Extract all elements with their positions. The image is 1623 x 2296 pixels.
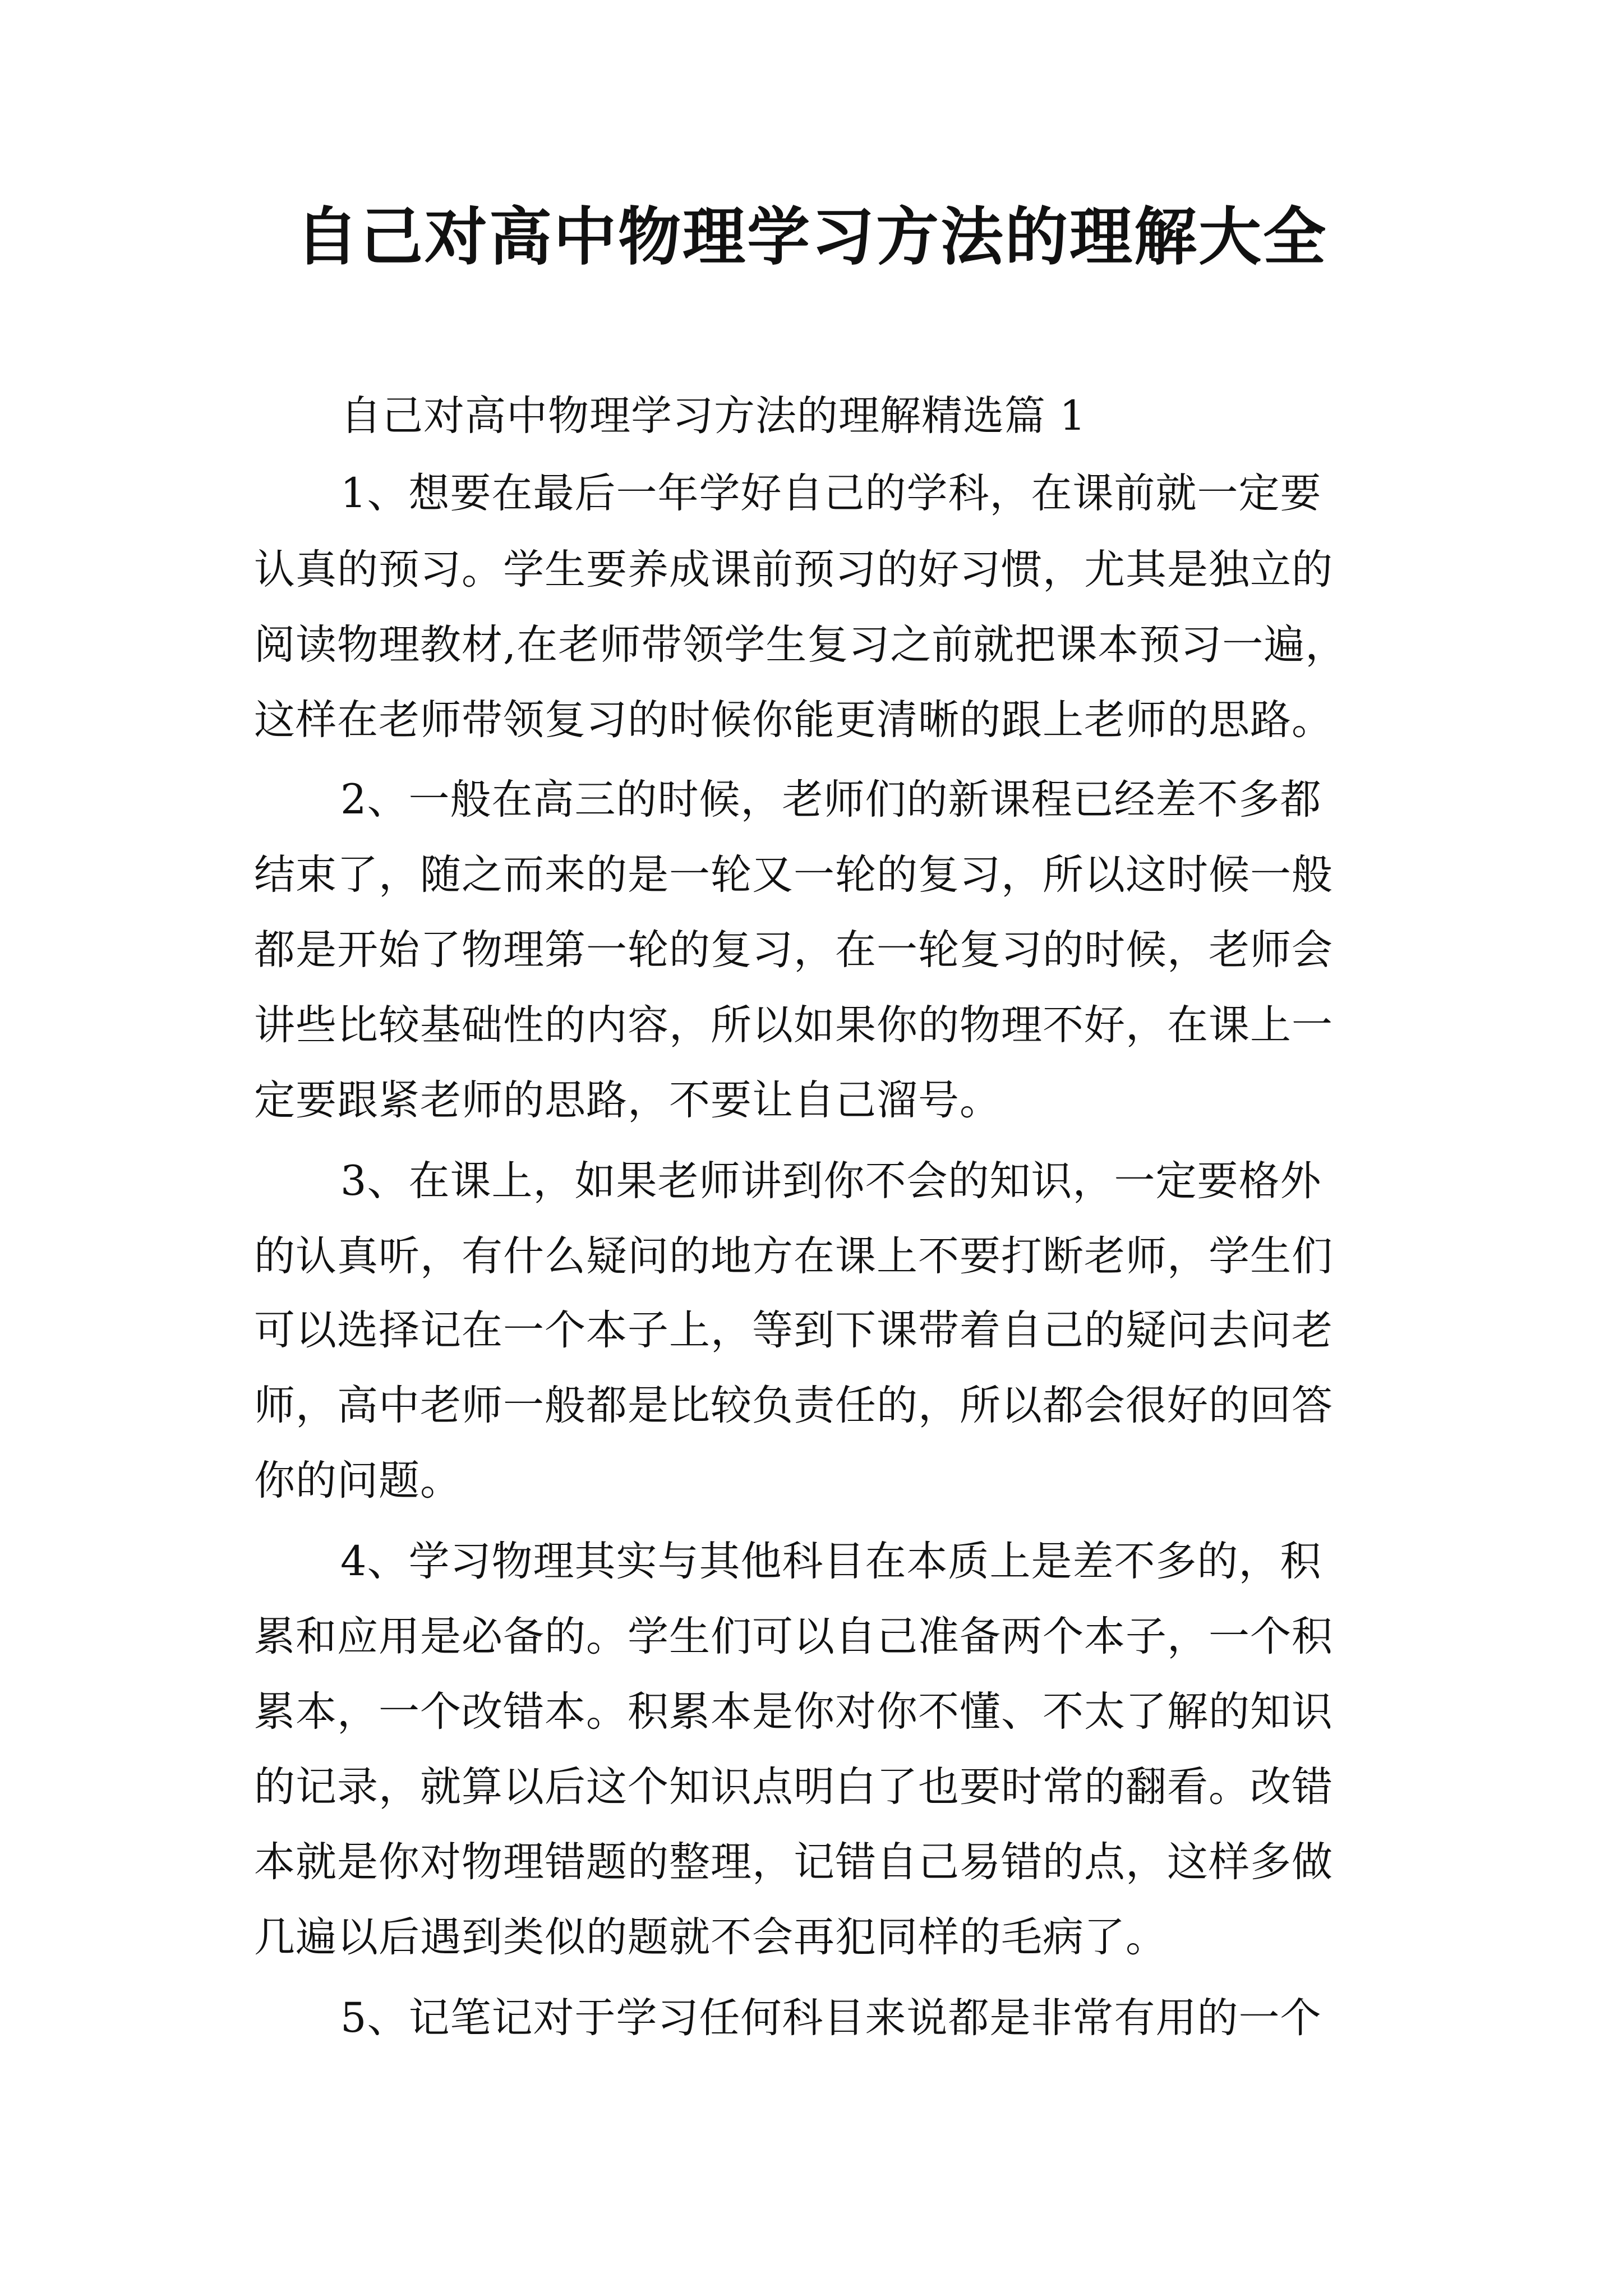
paragraph-2-line: 讲些比较基础性的内容，所以如果你的物理不好，在课上一	[254, 1001, 1333, 1049]
paragraph-3-line: 3、在课上，如果老师讲到你不会的知识，一定要格外	[340, 1157, 1322, 1205]
paragraph-2-line: 定要跟紧老师的思路，不要让自己溜号。	[254, 1076, 1001, 1124]
paragraph-2-line: 2、一般在高三的时候，老师们的新课程已经差不多都	[340, 776, 1322, 823]
paragraph-3-line: 的认真听，有什么疑问的地方在课上不要打断老师，学生们	[254, 1232, 1333, 1280]
paragraph-1-line: 认真的预习。学生要养成课前预习的好习惯，尤其是独立的	[254, 546, 1333, 593]
paragraph-2-line: 都是开始了物理第一轮的复习，在一轮复习的时候，老师会	[254, 926, 1333, 974]
document-title: 自己对高中物理学习方法的理解大全	[296, 200, 1327, 274]
paragraph-4-line: 4、学习物理其实与其他科目在本质上是差不多的，积	[340, 1538, 1322, 1585]
paragraph-5-line: 5、记笔记对于学习任何科目来说都是非常有用的一个	[340, 1994, 1322, 2042]
paragraph-1-line: 1、想要在最后一年学好自己的学科，在课前就一定要	[340, 470, 1322, 517]
section-heading-1: 自己对高中物理学习方法的理解精选篇 1	[340, 392, 1086, 440]
paragraph-4-line: 几遍以后遇到类似的题就不会再犯同样的毛病了。	[254, 1913, 1167, 1961]
paragraph-4-line: 累和应用是必备的。学生们可以自己准备两个本子，一个积	[254, 1613, 1333, 1660]
paragraph-1-line: 这样在老师带领复习的时候你能更清晰的跟上老师的思路。	[254, 696, 1333, 744]
paragraph-1-line: 阅读物理教材,在老师带领学生复习之前就把课本预习一遍，	[254, 621, 1347, 669]
paragraph-4-line: 本就是你对物理错题的整理，记错自己易错的点，这样多做	[254, 1838, 1333, 1886]
paragraph-3-line: 师，高中老师一般都是比较负责任的，所以都会很好的回答	[254, 1382, 1333, 1429]
paragraph-3-line: 你的问题。	[254, 1457, 462, 1504]
paragraph-2-line: 结束了，随之而来的是一轮又一轮的复习，所以这时候一般	[254, 851, 1333, 899]
paragraph-3-line: 可以选择记在一个本子上，等到下课带着自己的疑问去问老	[254, 1306, 1333, 1354]
paragraph-4-line: 累本，一个改错本。积累本是你对你不懂、不太了解的知识	[254, 1688, 1333, 1736]
paragraph-4-line: 的记录，就算以后这个知识点明白了也要时常的翻看。改错	[254, 1763, 1333, 1811]
